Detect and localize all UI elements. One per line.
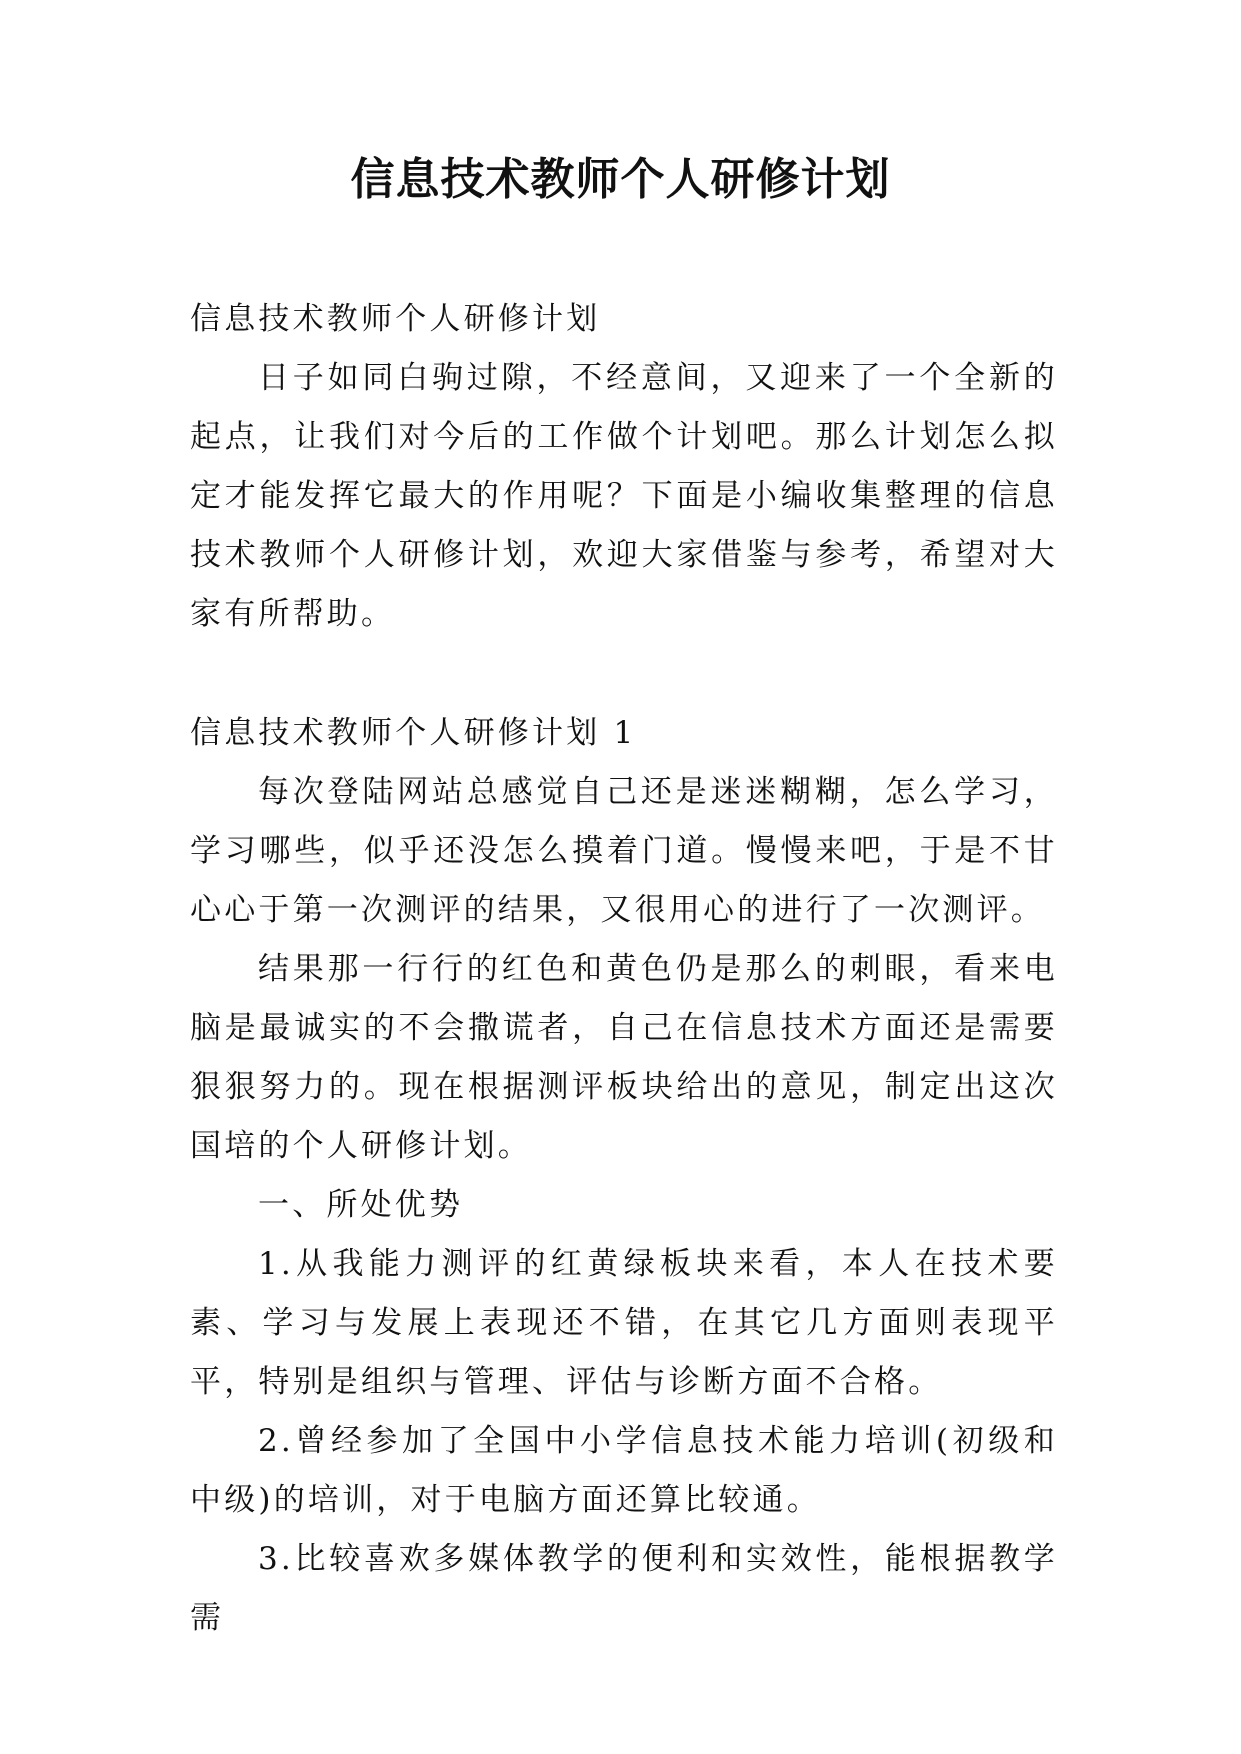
intro-heading: 信息技术教师个人研修计划 bbox=[190, 301, 601, 337]
body-paragraph: 每次登陆网站总感觉自己还是迷迷糊糊，怎么学习，学习哪些，似乎还没怎么摸着门道。慢慢来吧，于是不甘心心于第一次测评的结果，又很用心的进行了一次测评。 bbox=[190, 774, 1058, 928]
document-title: 信息技术教师个人研修计划 bbox=[350, 154, 891, 205]
list-item: 3.比较喜欢多媒体教学的便利和实效性，能根据教学需 bbox=[190, 1541, 1058, 1636]
list-item: 1.从我能力测评的红黄绿板块来看，本人在技术要素、学习与发展上表现还不错，在其它几方面则表现平平，特别是组织与管理、评估与诊断方面不合格。 bbox=[190, 1246, 1058, 1400]
paragraph-gap bbox=[190, 644, 1058, 704]
section-heading: 信息技术教师个人研修计划 1 bbox=[190, 715, 637, 751]
document-body bbox=[190, 290, 1058, 1648]
body-paragraph: 结果那一行行的红色和黄色仍是那么的刺眼，看来电脑是最诚实的不会撒谎者，自己在信息技术方面还是需要狠狠努力的。现在根据测评板块给出的意见，制定出这次国培的个人研修计划。 bbox=[190, 951, 1058, 1164]
intro-paragraph: 日子如同白驹过隙，不经意间，又迎来了一个全新的起点，让我们对今后的工作做个计划吧。那么计划怎么拟定才能发挥它最大的作用呢？下面是小编收集整理的信息技术教师个人研修计划，欢迎大家借鉴与参考，希望对大家有所帮助。 bbox=[190, 360, 1058, 632]
list-item: 2.曾经参加了全国中小学信息技术能力培训(初级和中级)的培训，对于电脑方面还算比较通。 bbox=[190, 1423, 1058, 1518]
section-subheading: 一、所处优势 bbox=[258, 1187, 464, 1223]
